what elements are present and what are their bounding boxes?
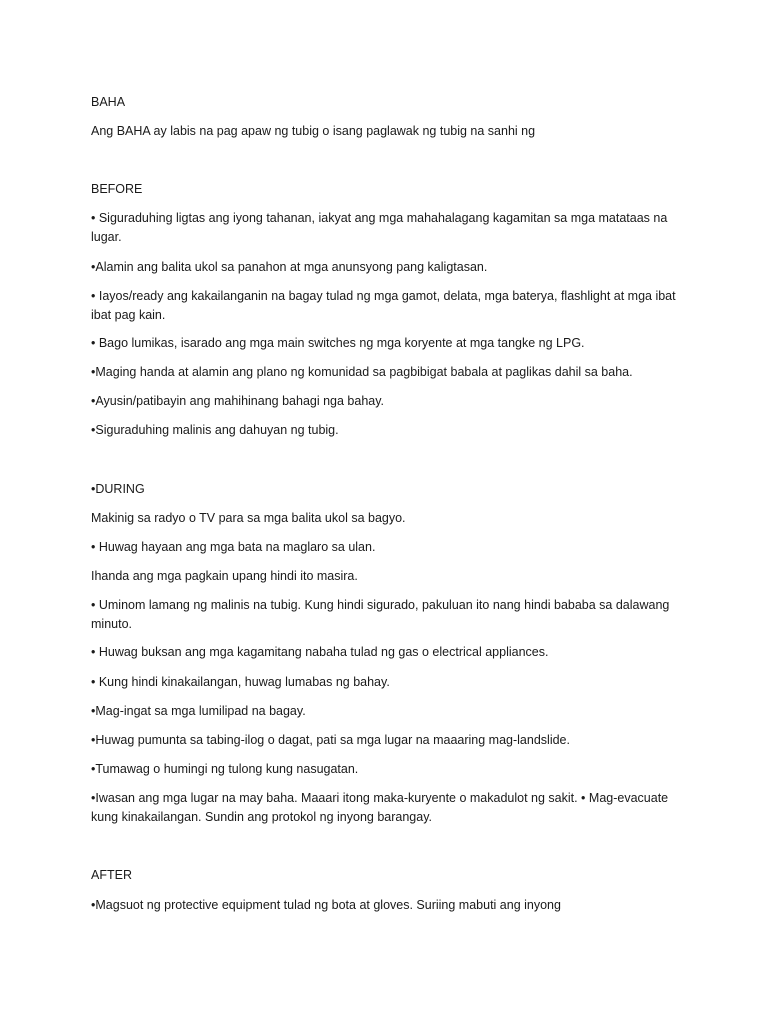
- before-item: •Ayusin/patibayin ang mahihinang bahagi nga bahay.: [91, 394, 385, 408]
- during-item: Makinig sa radyo o TV para sa mga balita ukol sa bagyo.: [91, 511, 406, 525]
- before-item: • Iayos/ready ang kakailanganin na bagay tulad ng mga gamot, delata, mga baterya, flashlight at mga ibat ibat pag kain.: [91, 289, 676, 322]
- section-heading-during: •DURING: [91, 482, 145, 496]
- section-heading-before: BEFORE: [91, 182, 143, 196]
- before-item: •Maging handa at alamin ang plano ng komunidad sa pagbibigat babala at paglikas dahil sa baha.: [91, 365, 633, 379]
- during-item: • Uminom lamang ng malinis na tubig. Kung hindi sigurado, pakuluan ito nang hindi bababa sa dalawang minuto.: [91, 598, 670, 631]
- during-item: •Huwag pumunta sa tabing-ilog o dagat, pati sa mga lugar na maaaring mag-landslide.: [91, 733, 570, 747]
- during-item: • Kung hindi kinakailangan, huwag lumabas ng bahay.: [91, 675, 390, 689]
- during-item: •Tumawag o humingi ng tulong kung nasugatan.: [91, 762, 359, 776]
- intro-paragraph: Ang BAHA ay labis na pag apaw ng tubig o isang paglawak ng tubig na sanhi ng: [91, 124, 536, 138]
- during-item: •Mag-ingat sa mga lumilipad na bagay.: [91, 704, 306, 718]
- before-item: •Alamin ang balita ukol sa panahon at mga anunsyong pang kaligtasan.: [91, 260, 488, 274]
- before-item: •Siguraduhing malinis ang dahuyan ng tubig.: [91, 423, 339, 437]
- during-item: • Huwag buksan ang mga kagamitang nabaha tulad ng gas o electrical appliances.: [91, 645, 549, 659]
- before-item: • Siguraduhing ligtas ang iyong tahanan, iakyat ang mga mahahalagang kagamitan sa mga matataas na lugar.: [91, 211, 668, 244]
- document-heading: BAHA: [91, 95, 126, 109]
- during-item: •Iwasan ang mga lugar na may baha. Maaari itong maka-kuryente o makadulot ng sakit. • Mag-evacuate kung kinakailangan. Sundin ang protokol ng inyong barangay.: [91, 791, 669, 824]
- section-heading-after: AFTER: [91, 868, 132, 882]
- during-item: Ihanda ang mga pagkain upang hindi ito masira.: [91, 569, 358, 583]
- before-item: • Bago lumikas, isarado ang mga main switches ng mga koryente at mga tangke ng LPG.: [91, 336, 585, 350]
- during-item: • Huwag hayaan ang mga bata na maglaro sa ulan.: [91, 540, 376, 554]
- after-item: •Magsuot ng protective equipment tulad ng bota at gloves. Suriing mabuti ang inyong: [91, 898, 561, 912]
